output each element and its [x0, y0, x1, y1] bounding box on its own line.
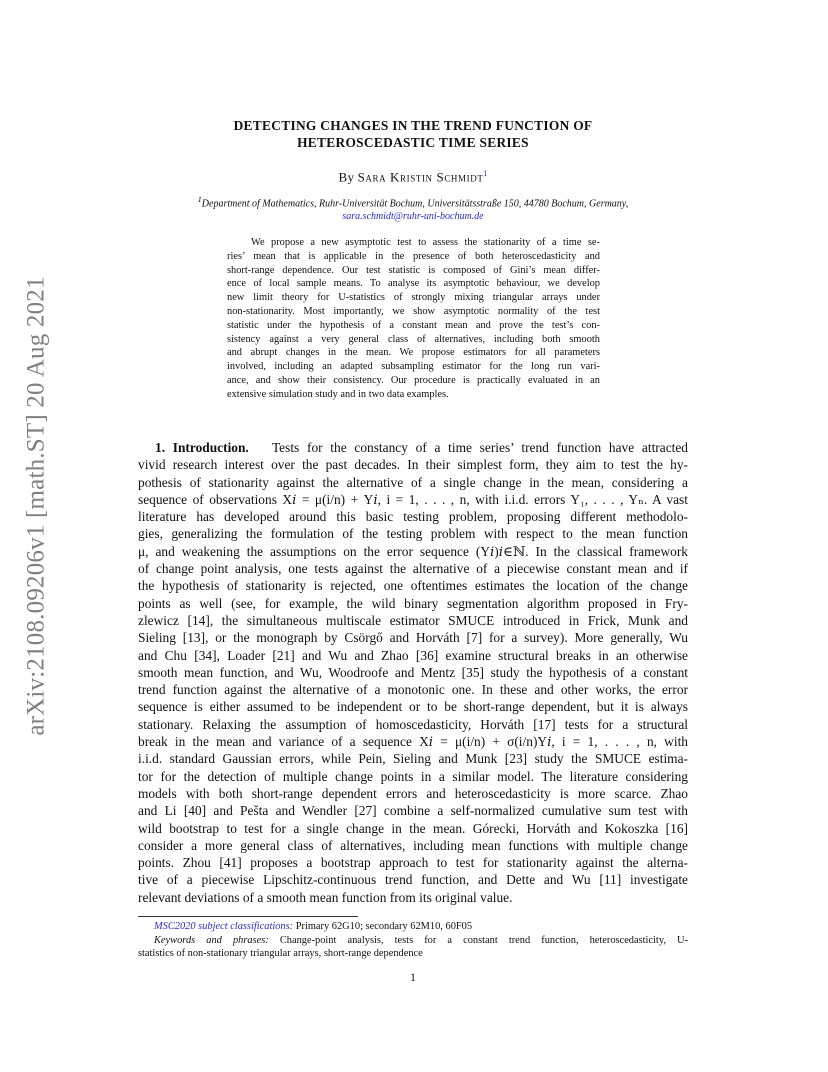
msc-footnote: [138, 920, 688, 934]
body-line: break in the mean and variance of a sequence X𝑖 = μ(i/n) + σ(i/n)Y𝑖, i = 1, . . . , n, with: [138, 734, 688, 750]
paper-title: [138, 117, 688, 151]
body-line: pothesis of stationarity against the alternative of a single change in the mean, considering a: [138, 474, 688, 490]
body-line: i.i.d. standard Gaussian errors, while Pein, Sieling and Munk [23] study the SMUCE estima-: [138, 751, 688, 767]
body-line: sequence of observations X𝑖 = μ(i/n) + Y𝑖, i = 1, . . . , n, with i.i.d. errors Y₁, . . . , Yₙ. A vast: [138, 491, 688, 507]
body-line: [138, 439, 688, 456]
body-line: and Li [40] and Pešta and Wendler [27] combine a self-normalized cumulative sum test with: [138, 803, 688, 819]
body-line: zlewicz [14], the simultaneous multiscale estimator SMUCE introduced in Frick, Munk and: [138, 612, 688, 628]
msc-label-link[interactable]: MSC2020 subject classifications:: [154, 921, 294, 932]
body-line: points as well (see, for example, the wild binary segmentation algorithm proposed in Fry-: [138, 595, 688, 611]
footnotes: [138, 920, 688, 961]
body-line: wild bootstrap to test for a single change in the mean. Górecki, Horváth and Kokoszka [16]: [138, 820, 688, 836]
body-line: consider a more general class of alternatives, including mean functions with multiple change: [138, 837, 688, 853]
abstract-line: involved, including an adapted subsampling estimator for the long run vari-: [227, 361, 600, 373]
abstract-line: We propose a new asymptotic test to assess the stationarity of a time se-: [251, 237, 600, 248]
body-line: tor for the detection of multiple change points in a similar model. The literature considering: [138, 768, 688, 784]
footnote-divider: [138, 916, 358, 917]
abstract-line: ance, and show their consistency. Our procedure is practically evaluated in an: [227, 374, 600, 386]
body-line: tive of a piecewise Lipschitz-continuous trend function, and Dette and Wu [11] investigate: [138, 872, 688, 888]
keywords-line-2: statistics of non-stationary triangular arrays, short-range dependence: [138, 948, 423, 960]
body-line: of change point analysis, one tests against the alternative of a piecewise constant mean and if: [138, 561, 688, 577]
abstract-line: non-stationarity. Most importantly, we show asymptotic normality of the test: [227, 305, 600, 317]
abstract-line: extensive simulation study and in two data examples.: [227, 388, 449, 400]
body-line: sequence is either assumed to be independent or to be short-range dependent, but it is always: [138, 699, 688, 715]
title-line-1: DETECTING CHANGES IN THE TREND FUNCTION OF: [233, 118, 593, 133]
abstract-line: new limit theory for U-statistics of strongly mixing triangular arrays under: [227, 292, 600, 304]
body-line: models with both short-range dependent errors and heteroscedasticity is more scarce. Zhao: [138, 785, 688, 801]
abstract-line: short-range dependence. Our test statistic is composed of Gini’s mean differ-: [227, 264, 600, 276]
author-affiliation-mark[interactable]: 1: [483, 169, 488, 178]
author-name: Sara Kristin Schmidt: [357, 169, 484, 185]
body-line: trend function against the alternative of a monotonic one. In these and other works, the error: [138, 682, 688, 698]
section-heading: 1. Introduction.: [155, 440, 249, 455]
body-line: literature has developed around this basic testing problem, proposing different methodolo-: [138, 509, 688, 525]
author-by: By: [338, 169, 355, 185]
introduction-section: [138, 439, 688, 906]
author-line: [138, 166, 688, 185]
affiliation-mark: 1: [197, 195, 202, 204]
author-email-link[interactable]: sara.schmidt@ruhr-uni-bochum.de: [342, 211, 484, 223]
abstract-line: ries’ mean that is applicable in the presence of both heteroscedasticity and: [227, 250, 600, 262]
abstract: [227, 236, 600, 402]
abstract-line: ence of local sample means. To analyse its asymptotic behaviour, we develop: [227, 278, 600, 290]
body-paragraph: [138, 456, 688, 906]
body-line: and Chu [34], Loader [21] and Wu and Zhao [36] examine structural breaks in an otherwise: [138, 647, 688, 663]
page-number: 1: [410, 970, 416, 984]
title-line-2: HETEROSCEDASTIC TIME SERIES: [297, 135, 529, 150]
keywords-line-1: Change-point analysis, tests for a constant trend function, heteroscedasticity, U-: [279, 934, 688, 946]
keywords-label: Keywords and phrases:: [154, 934, 269, 946]
msc-text: Primary 62G10; secondary 62M10, 60F05: [295, 921, 473, 932]
body-line: relevant deviations of a smooth mean function from its original value.: [138, 889, 513, 905]
body-line: vivid research interest over the past decades. In their simplest form, they aim to test the hy-: [138, 457, 688, 473]
body-line: points. Zhou [41] proposes a bootstrap approach to test for stationarity against the alterna-: [138, 855, 688, 871]
body-line: the hypothesis of stationarity is rejected, one oftentimes estimates the location of the change: [138, 578, 688, 594]
body-line: μ, and weakening the assumptions on the error sequence (Y𝑖)𝑖∈ℕ. In the classical framework: [138, 543, 688, 559]
abstract-line: and abrupt changes in the mean. We propose estimators for all parameters: [227, 347, 600, 359]
body-line: smooth mean function, and Wu, Woodroofe and Mentz [35] study the hypothesis of a constant: [138, 664, 688, 680]
arxiv-stamp-text: arXiv:2108.09206v1 [math.ST] 20 Aug 2021: [23, 276, 51, 736]
keywords-footnote: [138, 934, 688, 948]
first-line-text: Tests for the constancy of a time series’ trend function have attracted: [271, 440, 688, 455]
abstract-line: statistic under the hypothesis of a constant mean and prove the test’s con-: [227, 319, 600, 331]
body-line: stationary. Relaxing the assumption of homoscedasticity, Horváth [17] tests for a structural: [138, 716, 688, 732]
body-line: gies, generalizing the formulation of the testing problem with respect to the mean function: [138, 526, 688, 542]
author-affiliation: [150, 193, 676, 223]
affiliation-text: Department of Mathematics, Ruhr-Universität Bochum, Universitätsstraße 150, 44780 Bochum, Germany,: [201, 198, 629, 210]
abstract-line: sistency against a very general class of alternatives, including both smooth: [227, 333, 600, 345]
arxiv-identifier-stamp: [6, 266, 68, 746]
body-line: Sieling [13], or the monograph by Csörgő and Horváth [7] for a survey). More generally, Wu: [138, 630, 688, 646]
